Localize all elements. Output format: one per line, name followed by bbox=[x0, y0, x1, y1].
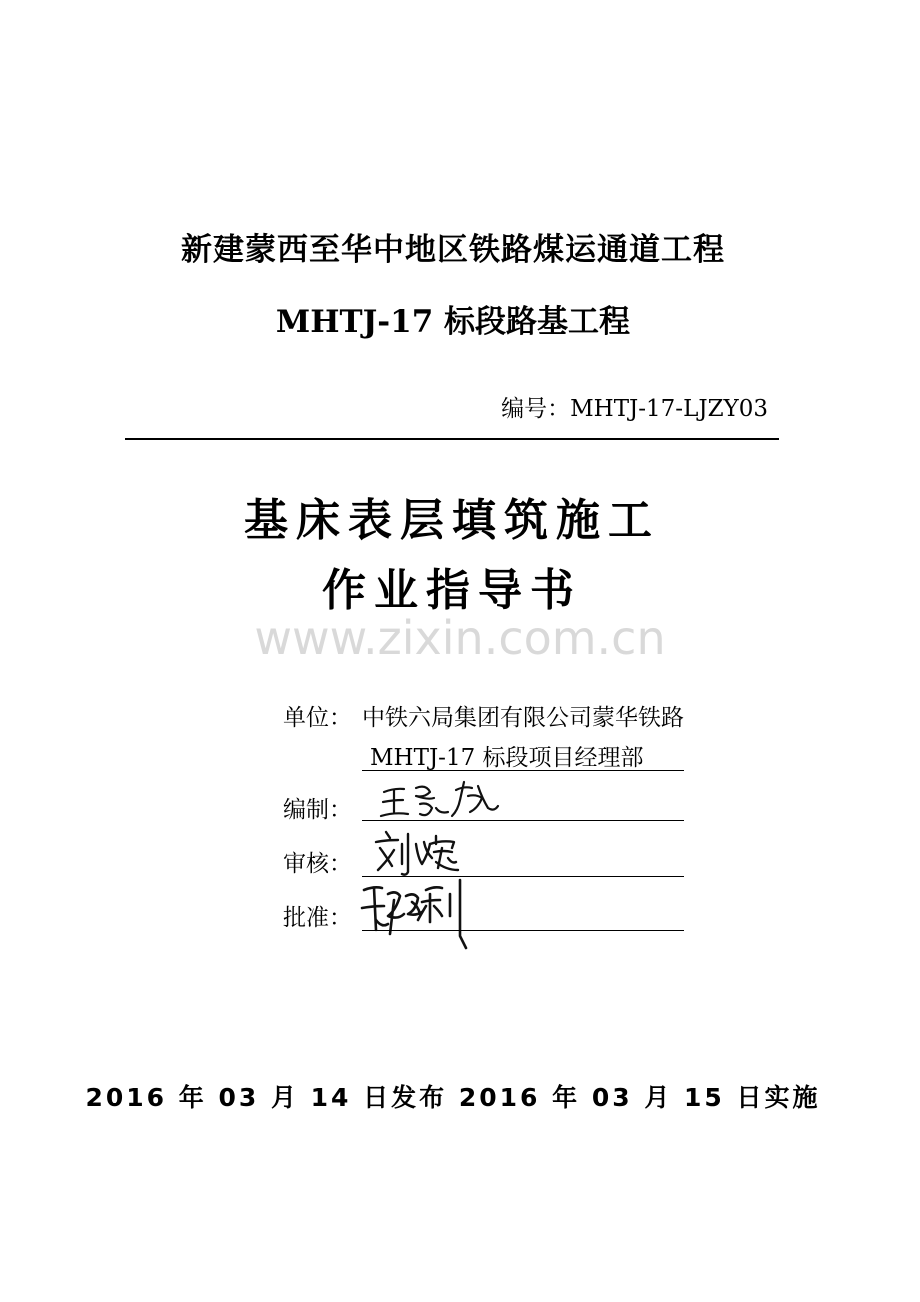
issue-and-effective-dates: 2016 年 03 月 14 日发布 2016 年 03 月 15 日实施 bbox=[85, 1083, 821, 1112]
unit-underline bbox=[362, 770, 684, 771]
project-name-line-1: 新建蒙西至华中地区铁路煤运通道工程 bbox=[181, 232, 725, 268]
watermark: www.zixin.com.cn bbox=[254, 611, 666, 665]
approved-by-label: 批准： bbox=[283, 905, 352, 931]
compiled-by-underline bbox=[362, 820, 684, 821]
header-divider bbox=[125, 438, 779, 440]
document-title-line-2: 作业指导书 bbox=[322, 565, 582, 616]
reviewed-by-signature bbox=[372, 826, 472, 880]
unit-label: 单位： bbox=[283, 705, 352, 731]
document-number: 编号：MHTJ-17-LJZY03 bbox=[501, 396, 768, 422]
approved-by-signature bbox=[360, 876, 474, 952]
unit-value-line-1: 中铁六局集团有限公司蒙华铁路 bbox=[362, 705, 684, 731]
approved-by-underline bbox=[362, 930, 684, 931]
project-name-line-2: MHTJ-17 标段路基工程 bbox=[275, 304, 631, 340]
compiled-by-label: 编制： bbox=[283, 797, 352, 823]
reviewed-by-label: 审核： bbox=[283, 851, 352, 877]
document-title-line-1: 基床表层填筑施工 bbox=[244, 495, 660, 546]
unit-value-line-2: MHTJ-17 标段项目经理部 bbox=[370, 745, 644, 771]
compiled-by-signature bbox=[378, 778, 508, 824]
